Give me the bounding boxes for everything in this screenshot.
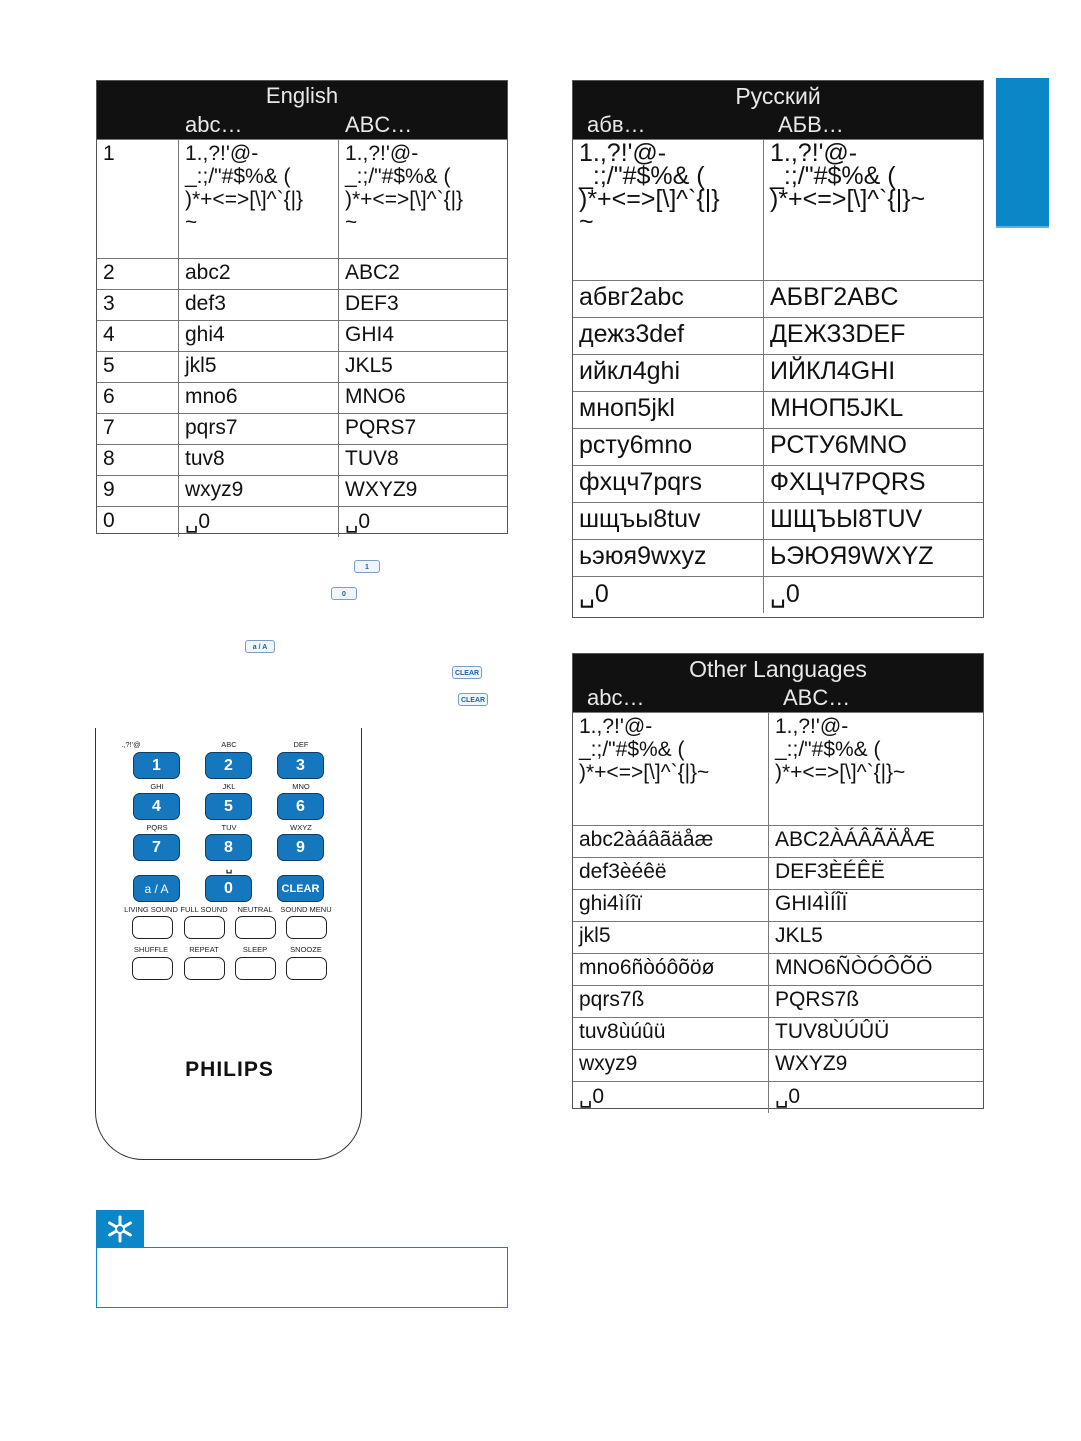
neutral-button[interactable] xyxy=(235,916,276,939)
russian-cell-upper: ИЙКЛ4GHI xyxy=(770,357,896,385)
remote-key-9[interactable]: 9 xyxy=(277,834,324,861)
other-cell-upper: WXYZ9 xyxy=(775,1052,848,1075)
full-sound-label: FULL SOUND xyxy=(180,905,228,914)
russian-table-header xyxy=(573,81,983,139)
other-cell-lower: pqrs7ß xyxy=(573,986,769,1017)
russian-row xyxy=(573,354,983,391)
russian-cell-lower: мноп5jkl xyxy=(573,392,764,428)
other-cell-lower: wxyz9 xyxy=(573,1050,769,1081)
english-cell-key: 9 xyxy=(97,476,179,506)
russian-cell-lower: ьэюя9wxyz xyxy=(573,540,764,576)
english-cell-lower: tuv8 xyxy=(179,445,339,475)
russian-row xyxy=(573,280,983,317)
english-cell-key: 8 xyxy=(97,445,179,475)
other-table-title: Other Languages xyxy=(689,656,867,682)
russian-cell-upper: РСТУ6MNO xyxy=(770,431,907,459)
english-cell-upper: ␣0 xyxy=(345,510,371,533)
english-row xyxy=(97,413,507,444)
shuffle-button[interactable] xyxy=(132,957,173,980)
other-row xyxy=(573,857,983,889)
language-section-tab xyxy=(996,78,1049,226)
other-col-upper: ABC… xyxy=(783,685,851,710)
russian-table-body xyxy=(573,139,983,613)
key-1-label: .,?!'@ xyxy=(121,740,141,749)
russian-col-lower: абв… xyxy=(587,112,646,137)
other-cell-lower: jkl5 xyxy=(573,922,769,953)
english-cell-key: 6 xyxy=(97,383,179,413)
english-cell-lower: pqrs7 xyxy=(179,414,339,444)
russian-cell-upper: 1.,?!'@- _:;/"#$%& ( )*+<=>[\]^`{|}~ xyxy=(770,140,926,213)
russian-row xyxy=(573,539,983,576)
russian-cell-upper: ␣0 xyxy=(770,580,800,608)
remote-key-4[interactable]: 4 xyxy=(133,793,180,820)
english-cell-upper: ABC2 xyxy=(345,261,400,284)
remote-key-1[interactable]: 1 xyxy=(133,752,180,779)
russian-cell-upper: АБВГ2ABC xyxy=(770,283,899,311)
clear-key-icon-2: CLEAR xyxy=(458,693,488,706)
english-cell-key: 3 xyxy=(97,290,179,320)
english-col-upper: ABC… xyxy=(345,112,413,137)
key-7-label: PQRS xyxy=(146,823,168,832)
english-cell-upper: WXYZ9 xyxy=(345,478,418,501)
other-cell-lower: 1.,?!'@- _:;/"#$%& ( )*+<=>[\]^`{|}~ xyxy=(573,713,769,825)
other-cell-lower: ghi4ìíîï xyxy=(573,890,769,921)
english-cell-upper: JKL5 xyxy=(345,354,393,377)
repeat-button[interactable] xyxy=(184,957,225,980)
sound-menu-button[interactable] xyxy=(286,916,327,939)
russian-cell-lower: шщъы8tuv xyxy=(573,503,764,539)
english-table-title: English xyxy=(265,83,339,108)
key-9-label: WXYZ xyxy=(290,823,312,832)
russian-row xyxy=(573,391,983,428)
russian-cell-upper: ДЕЖЗ3DEF xyxy=(770,320,906,348)
russian-character-table xyxy=(572,80,984,618)
english-cell-key: 5 xyxy=(97,352,179,382)
russian-cell-lower: фхцч7pqrs xyxy=(573,466,764,502)
neutral-label: NEUTRAL xyxy=(237,905,273,914)
other-cell-upper: TUV8ÙÚÛÜ xyxy=(775,1020,890,1043)
english-cell-lower: mno6 xyxy=(179,383,339,413)
remote-control-illustration xyxy=(95,728,362,1160)
other-cell-lower: mno6ñòóôõöø xyxy=(573,954,769,985)
english-table-body xyxy=(97,139,507,537)
english-row xyxy=(97,444,507,475)
other-row xyxy=(573,1017,983,1049)
other-cell-upper: MNO6ÑÒÓÔÕÖ xyxy=(775,956,933,979)
other-cell-lower: tuv8ùúûü xyxy=(573,1018,769,1049)
other-cell-upper: ␣0 xyxy=(775,1085,801,1108)
other-cell-upper: JKL5 xyxy=(775,924,823,947)
key-2-label: ABC xyxy=(221,740,237,749)
russian-cell-lower: рсту6mno xyxy=(573,429,764,465)
key-8-label: TUV xyxy=(221,823,237,832)
russian-cell-lower: ␣0 xyxy=(573,577,764,613)
remote-key-5[interactable]: 5 xyxy=(205,793,252,820)
english-table-header xyxy=(97,81,507,139)
key-4-label: GHI xyxy=(150,782,164,791)
remote-key-2[interactable]: 2 xyxy=(205,752,252,779)
remote-key-3[interactable]: 3 xyxy=(277,752,324,779)
english-cell-upper: 1.,?!'@- _:;/"#$%& ( )*+<=>[\]^`{|} ~ xyxy=(345,142,464,234)
russian-cell-upper: МНОП5JKL xyxy=(770,394,904,422)
other-row xyxy=(573,825,983,857)
case-toggle-key-icon: a / A xyxy=(245,640,275,653)
english-cell-upper: DEF3 xyxy=(345,292,399,315)
russian-row xyxy=(573,317,983,354)
other-cell-upper: DEF3ÈÉÊË xyxy=(775,860,885,883)
english-cell-upper: PQRS7 xyxy=(345,416,417,439)
english-cell-key: 4 xyxy=(97,321,179,351)
snooze-button[interactable] xyxy=(286,957,327,980)
other-cell-lower: def3èéêë xyxy=(573,858,769,889)
other-cell-upper: PQRS7ß xyxy=(775,988,860,1011)
other-cell-lower: ␣0 xyxy=(573,1082,769,1113)
sleep-label: SLEEP xyxy=(242,945,268,954)
remote-key-6[interactable]: 6 xyxy=(277,793,324,820)
english-col-lower: abc… xyxy=(185,112,243,137)
other-row xyxy=(573,1081,983,1113)
russian-cell-lower: дежз3def xyxy=(573,318,764,354)
other-cell-upper: ABC2ÀÁÂÃÄÅÆ xyxy=(775,828,935,851)
russian-cell-lower: абвг2abc xyxy=(573,281,764,317)
russian-row xyxy=(573,139,983,280)
key-0-label: ␣ xyxy=(225,863,233,874)
tip-asterisk-icon xyxy=(96,1210,144,1248)
key-3-label: DEF xyxy=(293,740,309,749)
english-row xyxy=(97,506,507,537)
other-row xyxy=(573,889,983,921)
other-cell-upper: GHI4ÌÍÎÏ xyxy=(775,892,848,915)
russian-row xyxy=(573,502,983,539)
russian-cell-upper: ЬЭЮЯ9WXYZ xyxy=(770,542,934,570)
key-6-label: MNO xyxy=(292,782,310,791)
key-0-icon: 0 xyxy=(331,587,357,600)
other-table-header xyxy=(573,654,983,712)
english-cell-lower: def3 xyxy=(179,290,339,320)
english-row xyxy=(97,320,507,351)
remote-clear-key[interactable]: CLEAR xyxy=(277,875,324,902)
living-sound-label: LIVING SOUND xyxy=(124,905,178,914)
other-row xyxy=(573,1049,983,1081)
english-cell-upper: TUV8 xyxy=(345,447,399,470)
english-cell-key: 1 xyxy=(97,140,179,258)
russian-row xyxy=(573,576,983,613)
russian-table-title: Русский xyxy=(735,83,821,109)
english-row xyxy=(97,139,507,258)
english-cell-lower: abc2 xyxy=(179,259,339,289)
living-sound-button[interactable] xyxy=(132,916,173,939)
english-cell-key: 0 xyxy=(97,507,179,537)
other-cell-lower: abc2àáâãäåæ xyxy=(573,826,769,857)
remote-key-7[interactable]: 7 xyxy=(133,834,180,861)
language-tab-underline xyxy=(996,226,1049,228)
other-row xyxy=(573,921,983,953)
philips-brand-logo: PHILIPS xyxy=(185,1058,274,1081)
russian-row xyxy=(573,465,983,502)
russian-cell-upper: ШЩЪЫ8TUV xyxy=(770,505,923,533)
english-cell-lower: 1.,?!'@- _:;/"#$%& ( )*+<=>[\]^`{|} ~ xyxy=(179,140,339,258)
remote-case-key[interactable]: a / A xyxy=(133,875,180,902)
key-5-label: JKL xyxy=(222,782,236,791)
russian-col-upper: АБВ… xyxy=(778,112,844,137)
key-1-icon: 1 xyxy=(354,560,380,573)
remote-key-8[interactable]: 8 xyxy=(205,834,252,861)
english-character-table xyxy=(96,80,508,534)
english-row xyxy=(97,382,507,413)
russian-cell-lower: 1.,?!'@- _:;/"#$%& ( )*+<=>[\]^`{|} ~ xyxy=(573,140,764,280)
russian-row xyxy=(573,428,983,465)
repeat-label: REPEAT xyxy=(189,945,219,954)
english-cell-lower: jkl5 xyxy=(179,352,339,382)
remote-key-0[interactable]: 0 xyxy=(205,875,252,902)
english-cell-lower: ghi4 xyxy=(179,321,339,351)
english-cell-lower: wxyz9 xyxy=(179,476,339,506)
english-cell-upper: MNO6 xyxy=(345,385,406,408)
russian-cell-upper: ФХЦЧ7PQRS xyxy=(770,468,926,496)
other-row xyxy=(573,712,983,825)
english-cell-upper: GHI4 xyxy=(345,323,395,346)
other-row xyxy=(573,985,983,1017)
full-sound-button[interactable] xyxy=(184,916,225,939)
shuffle-label: SHUFFLE xyxy=(133,945,169,954)
other-table-body xyxy=(573,712,983,1113)
english-row xyxy=(97,475,507,506)
russian-cell-lower: ийкл4ghi xyxy=(573,355,764,391)
sound-menu-label: SOUND MENU xyxy=(280,905,332,914)
other-row xyxy=(573,953,983,985)
clear-key-icon: CLEAR xyxy=(452,666,482,679)
tip-box xyxy=(96,1247,508,1308)
sleep-button[interactable] xyxy=(235,957,276,980)
english-cell-key: 2 xyxy=(97,259,179,289)
other-languages-character-table xyxy=(572,653,984,1109)
english-cell-lower: ␣0 xyxy=(179,507,339,537)
english-row xyxy=(97,258,507,289)
english-row xyxy=(97,289,507,320)
other-cell-upper: 1.,?!'@- _:;/"#$%& ( )*+<=>[\]^`{|}~ xyxy=(775,715,906,784)
snooze-label: SNOOZE xyxy=(290,945,322,954)
english-cell-key: 7 xyxy=(97,414,179,444)
other-col-lower: abc… xyxy=(587,685,645,710)
english-row xyxy=(97,351,507,382)
